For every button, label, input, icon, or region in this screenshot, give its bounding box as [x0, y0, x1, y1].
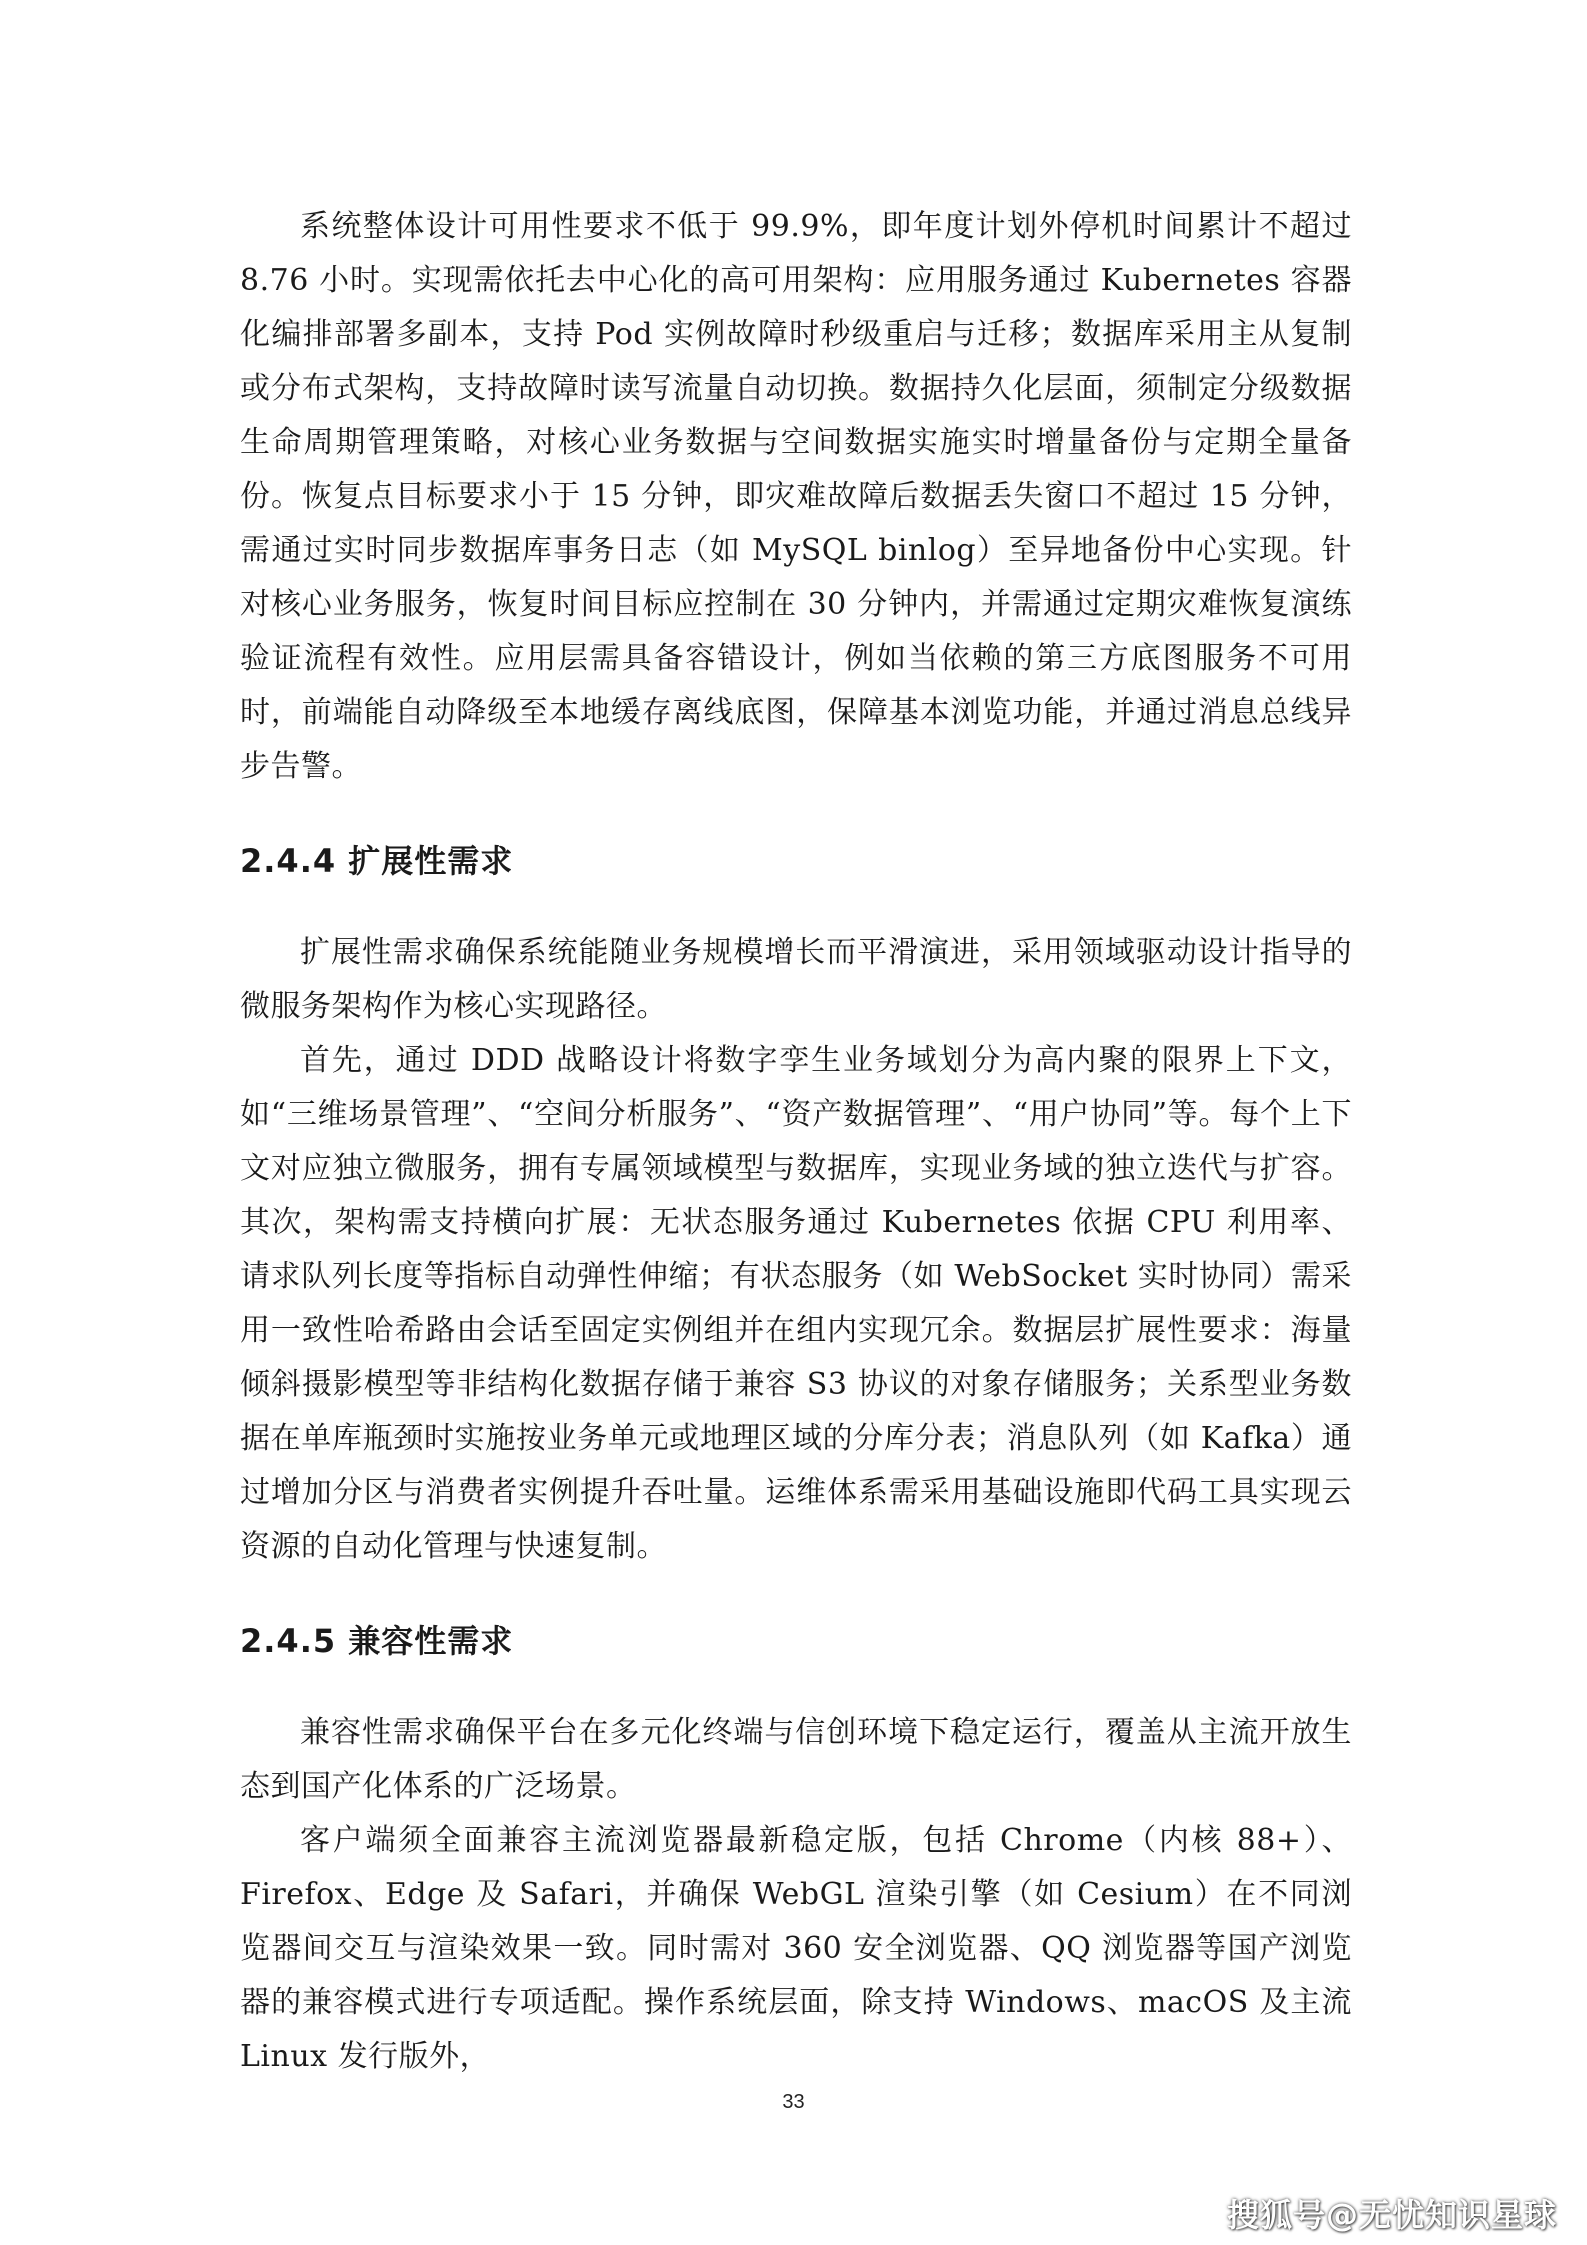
paragraph-scalability-intro: 扩展性需求确保系统能随业务规模增长而平滑演进，采用领域驱动设计指导的微服务架构作为核心实现路径。	[240, 935, 1352, 1024]
paragraph-compatibility-intro: 兼容性需求确保平台在多元化终端与信创环境下稳定运行，覆盖从主流开放生态到国产化体系的广泛场景。	[240, 1715, 1352, 1804]
paragraph-scalability-detail: 首先，通过 DDD 战略设计将数字孪生业务域划分为高内聚的限界上下文，如“三维场景管理”、“空间分析服务”、“资产数据管理”、“用户协同”等。每个上下文对应独立微服务，拥有专属领域模型与数据库，实现业务域的独立迭代与扩容。其次，架构需支持横向扩展：无状态服务通过 Kubernetes 依据 CPU 利用率、请求队列长度等指标自动弹性伸缩；有状态服务（如 WebSocket 实时协同）需采用一致性哈希路由会话至固定实例组并在组内实现冗余。数据层扩展性要求：海量倾斜摄影模型等非结构化数据存储于兼容 S3 协议的对象存储服务；关系型业务数据在单库瓶颈时实施按业务单元或地理区域的分库分表；消息队列（如 Kafka）通过增加分区与消费者实例提升吞吐量。运维体系需采用基础设施即代码工具实现云资源的自动化管理与快速复制。	[240, 1043, 1352, 1564]
page-number: 33	[782, 2091, 805, 2113]
paragraph-availability: 系统整体设计可用性要求不低于 99.9%，即年度计划外停机时间累计不超过 8.76 小时。实现需依托去中心化的高可用架构：应用服务通过 Kubernetes 容器化编排部署多副本，支持 Pod 实例故障时秒级重启与迁移；数据库采用主从复制或分布式架构，支持故障时读写流量自动切换。数据持久化层面，须制定分级数据生命周期管理策略，对核心业务数据与空间数据实施实时增量备份与定期全量备份。恢复点目标要求小于 15 分钟，即灾难故障后数据丢失窗口不超过 15 分钟，需通过实时同步数据库事务日志（如 MySQL binlog）至异地备份中心实现。针对核心业务服务，恢复时间目标应控制在 30 分钟内，并需通过定期灾难恢复演练验证流程有效性。应用层需具备容错设计，例如当依赖的第三方底图服务不可用时，前端能自动降级至本地缓存离线底图，保障基本浏览功能，并通过消息总线异步告警。	[240, 209, 1352, 784]
section-heading-compatibility: 2.4.5 兼容性需求	[240, 1622, 514, 1660]
section-heading-scalability: 2.4.4 扩展性需求	[240, 842, 514, 880]
watermark: 搜狐号@无忧知识星球	[1226, 2196, 1557, 2234]
paragraph-compatibility-detail: 客户端须全面兼容主流浏览器最新稳定版，包括 Chrome（内核 88+）、Firefox、Edge 及 Safari，并确保 WebGL 渲染引擎（如 Cesium）在不同浏览器间交互与渲染效果一致。同时需对 360 安全浏览器、QQ 浏览器等国产浏览器的兼容模式进行专项适配。操作系统层面，除支持 Windows、macOS 及主流 Linux 发行版外，	[240, 1823, 1352, 2074]
page-content	[240, 200, 1352, 2084]
